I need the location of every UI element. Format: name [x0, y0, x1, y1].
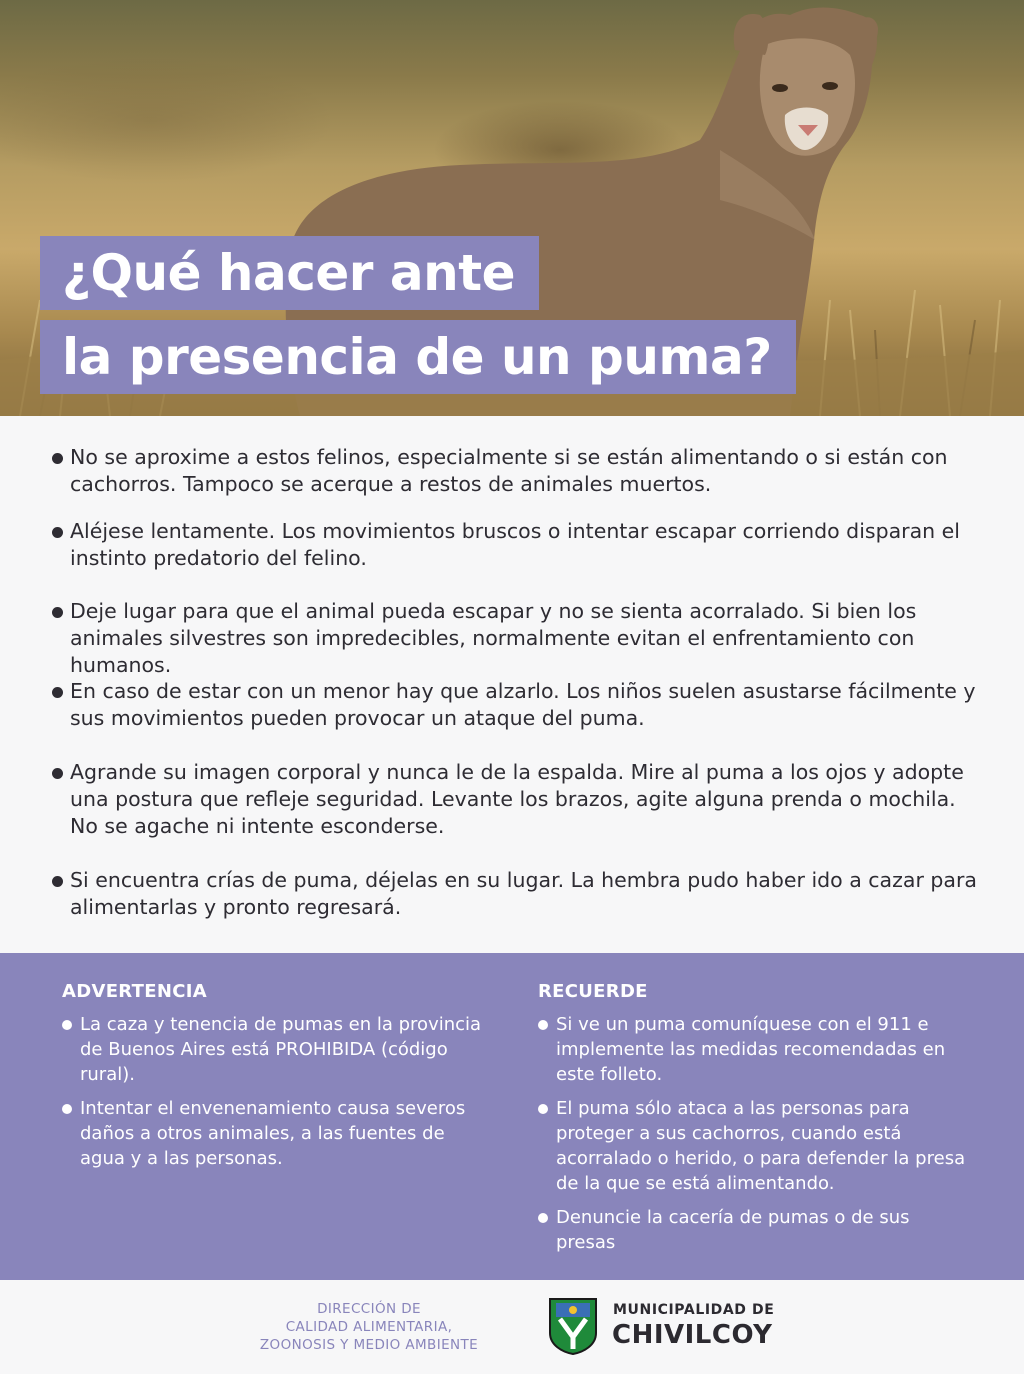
tip-text: Agrande su imagen corporal y nunca le de la espalda. Mire al puma a los ojos y adopte una postura que refleje seguridad. Levante los brazos, agite alguna prenda o mochila. No se agache ni intente esconderse. — [70, 760, 964, 838]
tip-item — [52, 598, 982, 679]
dept-line-1: DIRECCIÓN DE — [317, 1301, 421, 1317]
bullet-icon — [52, 453, 63, 464]
tip-item — [52, 759, 982, 840]
bullet-icon — [62, 1104, 72, 1114]
tip-item — [52, 867, 982, 921]
tip-item — [52, 518, 982, 572]
dept-line-2: CALIDAD ALIMENTARIA, — [285, 1319, 453, 1335]
recuerde-text: El puma sólo ataca a las personas para proteger a sus cachorros, cuando está acorralado o herido, o para defender la presa de la que se está alimentando. — [556, 1098, 966, 1194]
hero-banner — [0, 0, 1024, 416]
advertencia-column — [62, 981, 492, 1180]
advertencia-heading: ADVERTENCIA — [62, 981, 207, 1002]
bullet-icon — [538, 1213, 548, 1223]
tip-text: Si encuentra crías de puma, déjelas en su lugar. La hembra pudo haber ido a cazar para alimentarlas y pronto regresará. — [70, 868, 977, 919]
bullet-icon — [62, 1020, 72, 1030]
advertencia-item — [62, 1096, 492, 1171]
bullet-icon — [52, 607, 63, 618]
municipality-name: CHIVILCOY — [612, 1320, 773, 1350]
title-line-2: la presencia de un puma? — [40, 320, 796, 394]
recuerde-item — [538, 1096, 968, 1196]
advertencia-text: La caza y tenencia de pumas en la provincia de Buenos Aires está PROHIBIDA (código rural). — [80, 1014, 482, 1085]
recuerde-text: Si ve un puma comuníquese con el 911 e implemente las medidas recomendadas en este folleto. — [556, 1014, 946, 1085]
dept-line-3: ZOONOSIS Y MEDIO AMBIENTE — [259, 1337, 479, 1353]
bullet-icon — [52, 687, 63, 698]
recuerde-item — [538, 1012, 968, 1087]
bullet-icon — [52, 876, 63, 887]
tips-section — [0, 416, 1024, 953]
info-band — [0, 953, 1024, 1280]
chivilcoy-crest-icon — [548, 1297, 598, 1355]
footer — [0, 1280, 1024, 1374]
advertencia-item — [62, 1012, 492, 1087]
recuerde-text: Denuncie la cacería de pumas o de sus presas — [556, 1207, 910, 1253]
municipality-label: MUNICIPALIDAD DE — [613, 1302, 775, 1318]
tip-text: En caso de estar con un menor hay que alzarlo. Los niños suelen asustarse fácilmente y sus movimientos pueden provocar un ataque del puma. — [70, 679, 976, 730]
tip-text: Aléjese lentamente. Los movimientos bruscos o intentar escapar corriendo disparan el instinto predatorio del felino. — [70, 519, 960, 570]
recuerde-heading: RECUERDE — [538, 981, 648, 1002]
recuerde-column — [538, 981, 968, 1264]
bullet-icon — [538, 1020, 548, 1030]
advertencia-text: Intentar el envenenamiento causa severos daños a otros animales, a las fuentes de agua y a las personas. — [80, 1098, 466, 1169]
recuerde-item — [538, 1205, 968, 1255]
bullet-icon — [52, 768, 63, 779]
bullet-icon — [52, 527, 63, 538]
bullet-icon — [538, 1104, 548, 1114]
tip-text: Deje lugar para que el animal pueda escapar y no se sienta acorralado. Si bien los animales silvestres son impredecibles, normalmente evitan el enfrentamiento con humanos. — [70, 599, 917, 677]
title-line-1: ¿Qué hacer ante — [40, 236, 539, 310]
tip-text: No se aproxime a estos felinos, especialmente si se están alimentando o si están con cachorros. Tampoco se acerque a restos de animales muertos. — [70, 445, 948, 496]
tip-item — [52, 678, 982, 732]
department-name — [240, 1300, 498, 1354]
tip-item — [52, 444, 982, 498]
